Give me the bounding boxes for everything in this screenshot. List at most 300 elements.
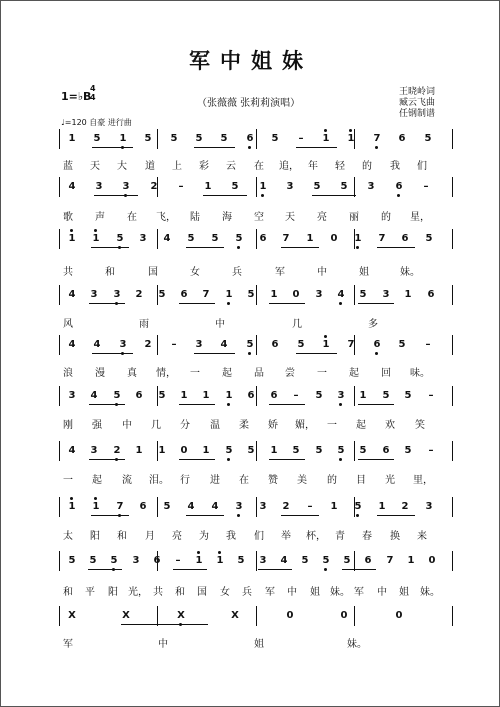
note: 5 (245, 339, 255, 351)
barline (59, 551, 60, 571)
lyric-syllable: 浪 (63, 368, 73, 379)
note: 3 (195, 339, 203, 350)
note: 4 (336, 289, 346, 301)
note: 5 (220, 133, 228, 144)
note: 1 (67, 501, 77, 513)
lyric-syllable: 泪。 (149, 475, 169, 486)
notation-row (59, 386, 454, 408)
note: 4 (211, 501, 219, 512)
lyric-syllable: 起 (222, 368, 232, 379)
note: 5 (237, 555, 245, 566)
note: 1 (194, 555, 204, 567)
barline (452, 386, 453, 406)
barline (256, 335, 257, 355)
lyric-syllable: 云 (226, 161, 236, 172)
beam (179, 303, 215, 304)
lyric-syllable: 和 (105, 267, 115, 278)
time-signature (90, 84, 96, 102)
note: 1 (204, 181, 212, 192)
beam (342, 569, 376, 570)
lyric-syllable: 国 (197, 587, 207, 598)
lyric-syllable: 姐 (254, 639, 264, 650)
barline (256, 606, 257, 626)
note: 1 (158, 445, 166, 456)
beam (92, 147, 133, 148)
lyric-syllable: 里， (413, 475, 433, 486)
composer-credit: 臧云飞曲 (399, 98, 436, 108)
note: – (171, 339, 177, 350)
lyric-syllable: 中 (317, 267, 327, 278)
note: 1 (270, 445, 278, 456)
barline (354, 606, 355, 626)
octave-down-dot (227, 458, 230, 461)
note: 7 (202, 289, 210, 300)
lyric-syllable: 妹。 (400, 267, 420, 278)
lyric-row (59, 315, 454, 329)
tempo-marking: ♩=120 自豪 进行曲 (61, 118, 132, 127)
note: 5 (359, 289, 367, 300)
lyric-syllable: 军 (63, 639, 73, 650)
note: 5 (89, 555, 97, 566)
beam (179, 404, 215, 405)
lyric-syllable: 军 (265, 587, 275, 598)
octave-up-dot (324, 129, 327, 132)
lyric-syllable: 娇 (268, 420, 278, 431)
lyric-syllable: 姐 (359, 267, 369, 278)
beam (358, 303, 394, 304)
beam (121, 624, 208, 625)
note: 3 (336, 390, 346, 402)
barline (256, 551, 257, 571)
note: 1 (68, 133, 76, 144)
note: 4 (68, 445, 76, 456)
note: 1 (359, 390, 367, 401)
note: 0 (395, 610, 403, 621)
lyric-syllable: 共 (153, 587, 163, 598)
note: 1 (202, 445, 210, 456)
barline (256, 497, 257, 517)
note: 6 (398, 133, 406, 144)
barline (157, 606, 158, 626)
beam (358, 404, 394, 405)
note: 7 (282, 233, 290, 244)
lyric-syllable: 一 (327, 420, 337, 431)
beam (281, 247, 319, 248)
note: 6 (135, 390, 143, 401)
lyric-syllable: 大 (117, 161, 127, 172)
beam (89, 303, 125, 304)
lyric-syllable: 我 (226, 531, 236, 542)
note: 5 (247, 445, 255, 456)
note: 1 (224, 390, 234, 402)
note: 3 (90, 289, 98, 300)
note: 1 (224, 289, 234, 301)
barline (354, 551, 355, 571)
note: 1 (346, 133, 356, 145)
barline (354, 441, 355, 461)
lyric-syllable: 亮 (317, 212, 327, 223)
beam (91, 515, 129, 516)
note: 1 (330, 501, 338, 512)
note: 6 (427, 289, 435, 300)
transcriber-credit: 任钢制谱 (399, 109, 436, 119)
note: 0 (428, 555, 436, 566)
note: 5 (144, 133, 152, 144)
barline (452, 129, 453, 149)
barline (256, 129, 257, 149)
lyric-syllable: 道 (145, 161, 155, 172)
note: 5 (195, 133, 203, 144)
note: 1 (353, 233, 363, 245)
lyric-syllable: 柔 (239, 420, 249, 431)
octave-down-dot (237, 514, 240, 517)
lyric-syllable: 起 (92, 475, 102, 486)
note: 5 (315, 390, 323, 401)
note: 1 (306, 233, 314, 244)
lyric-syllable: 平 (85, 587, 95, 598)
lyricist-credit: 王晓岭词 (399, 87, 436, 97)
note: 5 (321, 555, 331, 567)
note: X (68, 610, 76, 621)
lyric-syllable: 天 (285, 212, 295, 223)
note: 5 (247, 289, 255, 300)
octave-up-dot (324, 335, 327, 338)
beam (92, 353, 133, 354)
notation-row (59, 177, 454, 199)
note: 2 (401, 501, 409, 512)
lyric-syllable: 青 (335, 531, 345, 542)
note: 0 (180, 445, 188, 456)
lyric-syllable: 赞 (268, 475, 278, 486)
notation-row (59, 335, 454, 357)
barline (452, 177, 453, 197)
beam (173, 569, 207, 570)
octave-up-dot (197, 551, 200, 554)
note: 2 (135, 289, 143, 300)
lyric-syllable: 轻 (335, 161, 345, 172)
note: 5 (187, 233, 195, 244)
lyric-syllable: 春 (362, 531, 372, 542)
lyric-syllable: 分 (180, 420, 190, 431)
lyric-syllable: 在 (127, 212, 137, 223)
note: 6 (247, 390, 255, 401)
note: 6 (271, 339, 279, 350)
note: – (307, 501, 313, 512)
notation-row (59, 229, 454, 251)
note: 5 (231, 181, 239, 192)
note: 1 (180, 390, 188, 401)
lyric-syllable: 声 (95, 212, 105, 223)
note: 5 (292, 445, 300, 456)
lyric-syllable: 中 (215, 319, 225, 330)
lyric-syllable: 们 (254, 531, 264, 542)
barline (452, 441, 453, 461)
lyric-syllable: 的 (362, 161, 372, 172)
note: X (231, 610, 239, 621)
note: 3 (139, 233, 147, 244)
note: 1 (270, 289, 278, 300)
note: 6 (364, 555, 372, 566)
beam (186, 247, 224, 248)
lyric-syllable: 们 (417, 161, 427, 172)
lyric-syllable: 中 (158, 639, 168, 650)
beam (269, 303, 305, 304)
barline (452, 497, 453, 517)
note: 7 (115, 501, 125, 513)
note: 5 (313, 181, 321, 192)
lyric-syllable: 雨 (139, 319, 149, 330)
barline (256, 229, 257, 249)
lyric-syllable: 的 (381, 212, 391, 223)
lyric-row (59, 635, 454, 649)
beam (358, 459, 394, 460)
lyric-syllable: 和 (175, 587, 185, 598)
beam (377, 247, 415, 248)
lyric-syllable: 追， (279, 161, 299, 172)
key-signature: 1=♭B (61, 90, 92, 103)
barline (452, 285, 453, 305)
note: 3 (118, 339, 128, 351)
lyric-syllable: 妹。 (330, 587, 350, 598)
note: 5 (158, 289, 166, 300)
note: 5 (343, 555, 351, 566)
lyric-syllable: 光 (385, 475, 395, 486)
lyric-syllable: 女 (220, 587, 230, 598)
octave-down-dot (339, 403, 342, 406)
note: 5 (109, 555, 119, 567)
notation-row (59, 441, 454, 463)
lyric-syllable: 尝 (285, 368, 295, 379)
note: 5 (404, 445, 412, 456)
beam (296, 147, 337, 148)
beam (179, 459, 215, 460)
note: 1 (378, 501, 386, 512)
lyric-syllable: 兵 (242, 587, 252, 598)
lyric-syllable: 国 (148, 267, 158, 278)
note: 5 (170, 133, 178, 144)
beam (296, 353, 337, 354)
note: 5 (340, 181, 348, 192)
lyric-syllable: 空 (254, 212, 264, 223)
lyric-syllable: 几 (292, 319, 302, 330)
barline (256, 441, 257, 461)
lyric-syllable: 姐 (399, 587, 409, 598)
octave-up-dot (70, 229, 73, 232)
note: 1 (135, 445, 143, 456)
barline (452, 551, 453, 571)
note: 4 (90, 390, 98, 401)
octave-up-dot (349, 129, 352, 132)
lyric-syllable: 起 (356, 420, 366, 431)
octave-down-dot (339, 458, 342, 461)
lyric-syllable: 天 (90, 161, 100, 172)
lyric-row (59, 416, 454, 430)
note: 5 (234, 233, 244, 245)
lyric-syllable: 来 (417, 531, 427, 542)
barline (452, 606, 453, 626)
note: 5 (301, 555, 309, 566)
note: 0 (286, 610, 294, 621)
lyric-syllable: 多 (368, 319, 378, 330)
lyric-syllable: 我 (390, 161, 400, 172)
note: 7 (386, 555, 394, 566)
barline (354, 285, 355, 305)
beam (89, 404, 125, 405)
note: 1 (407, 555, 415, 566)
note: – (175, 555, 181, 566)
lyric-syllable: 味。 (410, 368, 430, 379)
note: 2 (282, 501, 290, 512)
lyric-row (59, 527, 454, 541)
barline (59, 606, 60, 626)
lyric-syllable: 军 (275, 267, 285, 278)
note: 2 (144, 339, 152, 350)
lyric-row (59, 364, 454, 378)
note: – (428, 390, 434, 401)
lyric-syllable: 妹。 (347, 639, 367, 650)
lyric-syllable: 年 (308, 161, 318, 172)
lyric-syllable: 杯， (306, 531, 326, 542)
note: 5 (271, 133, 279, 144)
lyric-syllable: 情， (156, 368, 176, 379)
note: 5 (224, 445, 234, 457)
note: 3 (286, 181, 294, 192)
lyric-syllable: 回 (381, 368, 391, 379)
lyric-syllable: 真 (127, 368, 137, 379)
note: 6 (180, 289, 188, 300)
lyric-syllable: 中 (377, 587, 387, 598)
lyric-syllable: 海 (222, 212, 232, 223)
barline (59, 335, 60, 355)
octave-up-dot (94, 229, 97, 232)
note: 4 (68, 289, 76, 300)
note: – (178, 181, 184, 192)
octave-down-dot (248, 146, 251, 149)
beam (91, 247, 129, 248)
note: 5 (382, 390, 390, 401)
performers: （张薇薇 张莉莉演唱） (197, 98, 301, 109)
note: – (423, 181, 429, 192)
lyric-syllable: 阳 (108, 587, 118, 598)
lyric-syllable: 的 (327, 475, 337, 486)
lyric-syllable: 漫 (95, 368, 105, 379)
beam (88, 569, 122, 570)
note: 0 (330, 233, 338, 244)
lyric-syllable: 光， (128, 587, 148, 598)
lyric-syllable: 行 (180, 475, 190, 486)
octave-down-dot (227, 403, 230, 406)
lyric-syllable: 姐 (310, 587, 320, 598)
beam (312, 195, 356, 196)
note: 5 (359, 445, 367, 456)
barline (354, 177, 355, 197)
lyric-syllable: 太 (63, 531, 73, 542)
note: 3 (132, 555, 140, 566)
octave-up-dot (218, 551, 221, 554)
note: 6 (259, 233, 267, 244)
lyric-syllable: 上 (172, 161, 182, 172)
note: 4 (68, 339, 76, 350)
barline (59, 441, 60, 461)
octave-up-dot (94, 497, 97, 500)
beam (94, 195, 138, 196)
lyric-syllable: 几 (151, 420, 161, 431)
lyric-syllable: 彩 (199, 161, 209, 172)
lyric-syllable: 中 (122, 420, 132, 431)
note: 7 (372, 133, 382, 145)
notation-row (59, 497, 454, 519)
octave-down-dot (375, 146, 378, 149)
note: 3 (234, 501, 244, 513)
note: 5 (112, 390, 122, 402)
beam (194, 353, 235, 354)
note: 5 (68, 555, 76, 566)
lyric-syllable: 流 (122, 475, 132, 486)
barline (256, 177, 257, 197)
lyric-syllable: 阳 (90, 531, 100, 542)
barline (256, 285, 257, 305)
note: 4 (280, 555, 288, 566)
lyric-syllable: 丽 (349, 212, 359, 223)
note: 6 (153, 555, 161, 566)
lyric-syllable: 举 (281, 531, 291, 542)
note: 1 (215, 555, 225, 567)
octave-down-dot (261, 194, 264, 197)
credits (399, 87, 435, 120)
lyric-syllable: 起 (349, 368, 359, 379)
octave-down-dot (324, 568, 327, 571)
note: 5 (425, 233, 433, 244)
note: 5 (315, 445, 323, 456)
lyric-row (59, 471, 454, 485)
note: 1 (91, 501, 101, 513)
note: 3 (259, 555, 267, 566)
note: 5 (163, 501, 171, 512)
lyric-syllable: 女 (190, 267, 200, 278)
lyric-syllable: 中 (287, 587, 297, 598)
beam (89, 459, 125, 460)
note: 1 (404, 289, 412, 300)
note: 1 (202, 390, 210, 401)
lyric-syllable: 强 (92, 420, 102, 431)
lyric-syllable: 为 (199, 531, 209, 542)
note: 1 (118, 133, 128, 145)
note: 0 (340, 610, 348, 621)
lyric-syllable: 进 (210, 475, 220, 486)
note: 5 (158, 390, 166, 401)
note: X (176, 610, 186, 622)
note: – (298, 133, 304, 144)
octave-down-dot (375, 352, 378, 355)
barline (59, 285, 60, 305)
note: 5 (353, 501, 363, 513)
lyric-syllable: 媚， (295, 420, 315, 431)
note: 5 (93, 133, 101, 144)
lyric-syllable: 在 (239, 475, 249, 486)
note: 3 (121, 181, 131, 193)
beam (281, 515, 319, 516)
note: 5 (336, 445, 346, 457)
time-signature-bottom: 4 (90, 93, 96, 102)
lyric-syllable: 刚 (63, 420, 73, 431)
barline (157, 129, 158, 149)
note: 7 (347, 339, 355, 350)
beam (258, 569, 292, 570)
note: 5 (211, 233, 219, 244)
note: 3 (425, 501, 433, 512)
notation-row (59, 129, 454, 151)
lyric-syllable: 共 (63, 267, 73, 278)
